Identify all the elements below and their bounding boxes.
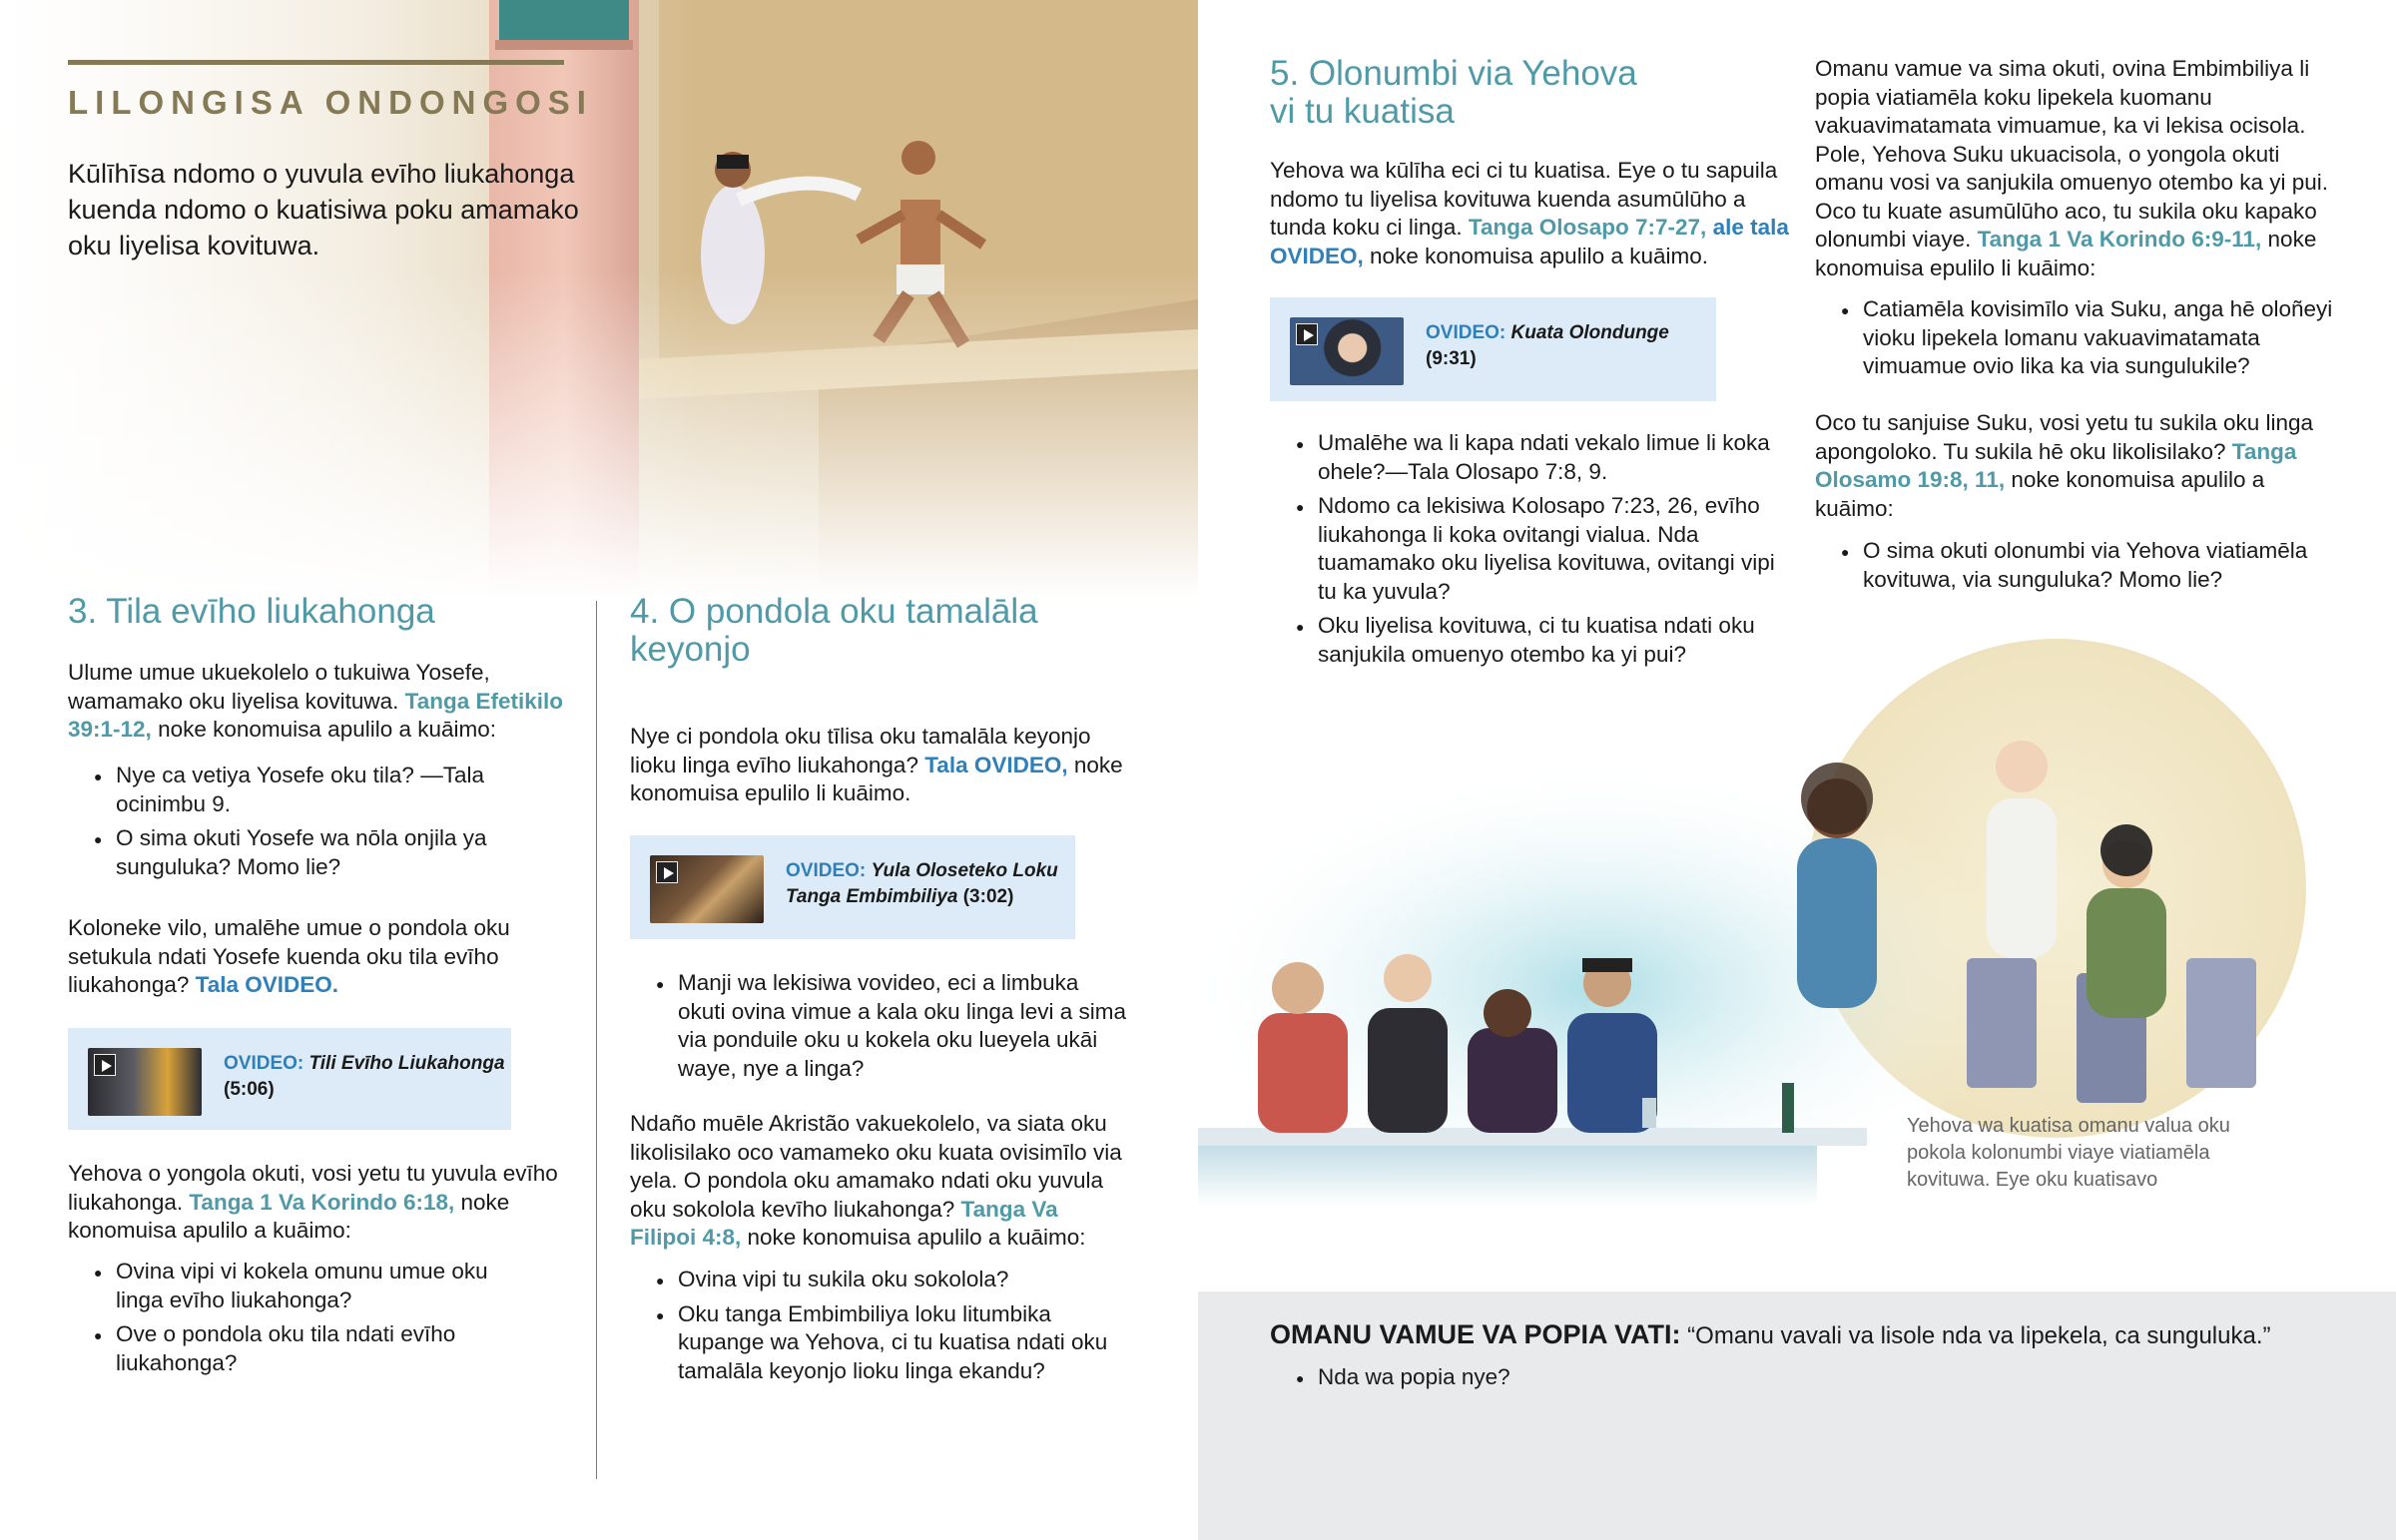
s4-questions-2 [630, 1266, 1119, 1391]
video-box-2[interactable]: OVIDEO: Yula Oloseteko Loku Tanga Embimbiliya (3:02) [630, 835, 1075, 939]
footer-label: OMANU VAMUE VA POPIA VATI: [1270, 1319, 1681, 1349]
section-3-title: 3. Tila evīho liukahonga [68, 592, 435, 631]
s6-paragraph-1: Omanu vamue va sima okuti, ovina Embimbiliya li popia viatiamēla koku lipekela kuomanu vakuavimatamata vimuamue, ka vi lekisa ocisola. Pole, Yehova Suku ukuacisola, o yongola okuti omanu vosi va sanjukila omuenyo otembo ka yi pui. Oco tu kuate asumūlūho aco, tu sukila oku kapako olonumbi viaye. Tanga 1 Va Korindo 6:9-11, noke konomuisa epulilo li kuāimo: [1815, 56, 2329, 280]
video-ref[interactable]: ale tala OVIDEO, [1270, 215, 1789, 268]
video-ref[interactable]: Tala OVIDEO. [195, 972, 338, 997]
list-item: ● Oku tanga Embimbiliya loku litumbika kupange wa Yehova, ci tu kuatisa ndati oku tamalāla keyonjo lioku linga ekandu? [630, 1300, 1119, 1386]
video-thumbnail [650, 855, 764, 923]
s3-paragraph-3: Yehova o yongola okuti, vosi yetu tu yuvula evīho liukahonga. Tanga 1 Va Korindo 6:18, noke konomuisa apulilo a kuāimo: [68, 1161, 558, 1243]
play-icon[interactable] [94, 1054, 116, 1076]
play-icon[interactable] [656, 861, 678, 883]
play-icon[interactable] [1296, 323, 1318, 345]
video-thumbnail [88, 1048, 202, 1116]
list-item: ● Manji wa lekisiwa vovideo, eci a limbuka okuti ovina vimue a kala oku linga levi a sima via ponduile oku u kokela oku lueyela ukāi waye, nye a linga? [630, 969, 1129, 1083]
column-divider [596, 601, 597, 1479]
list-item: ● O sima okuti Yosefe wa nōla onjila ya sunguluka? Momo lie? [68, 824, 567, 881]
list-item: ● Ovina vipi tu sukila oku sokolola? [630, 1266, 1119, 1294]
s4-paragraph-2: Ndaño muēle Akristão vakuekolelo, va siata oku likolisilako oco vamameko oku kuata ovisimīlo via yela. O pondola oku amamako ndati oku yuvula oku sokolola kevīho liukahonga? Tanga Va Filipoi 4:8, noke konomuisa apulilo a kuāimo: [630, 1111, 1122, 1250]
s3-questions-2 [68, 1258, 537, 1383]
video-box-3[interactable]: OVIDEO: Kuata Olondunge (9:31) [1270, 297, 1716, 401]
s3-paragraph-1: Ulume umue ukuekolelo o tukuiwa Yosefe, wamamako oku liyelisa kovituwa. Tanga Efetikilo 39:1-12, noke konomuisa apulilo a kuāimo: [68, 660, 564, 742]
footer-box [1198, 1291, 2396, 1540]
video-ref[interactable]: Tala OVIDEO, [924, 752, 1068, 777]
s6-questions-2 [1815, 537, 2334, 600]
s4-questions-1 [630, 969, 1129, 1089]
scripture-ref[interactable]: Tanga Olosamo 19:8, 11, [1815, 438, 2297, 492]
scripture-ref[interactable]: Tanga Va Filipoi 4:8, [630, 1196, 1058, 1250]
s3-questions-1 [68, 762, 567, 887]
scripture-ref[interactable]: Tanga Efetikilo 39:1-12, [68, 688, 564, 742]
s6-questions-1 [1815, 295, 2334, 387]
section-4-title: 4. O pondola oku tamalāla keyonjo [630, 592, 1038, 669]
s3-paragraph-2: Koloneke vilo, umalēhe umue o pondola oku setukula ndati Yosefe kuenda oku tila evīho liukahonga? Tala OVIDEO. [68, 915, 510, 997]
scripture-ref[interactable]: Tanga 1 Va Korindo 6:9-11, [1977, 227, 2262, 252]
kicker-title: LILONGISA ONDONGOSI [68, 84, 593, 121]
illustration-caption: Yehova wa kuatisa omanu valua oku pokola kolonumbi viaye viatiamēla kovituwa. Eye oku kuatisavo [1907, 1115, 2230, 1191]
s5-paragraph-1: Yehova wa kūlīha eci ci tu kuatisa. Eye o tu sapuila ndomo tu liyelisa kovituwa kuenda asumūlūho a tunda koku ci linga. Tanga Olosapo 7:7-27, ale tala OVIDEO, noke konomuisa apulilo a kuāimo. [1270, 158, 1789, 268]
s6-paragraph-2: Oco tu sanjuise Suku, vosi yetu tu sukila oku linga apongoloko. Tu sukila hē oku likolisilako? Tanga Olosamo 19:8, 11, noke konomuisa apulilo a kuāimo: [1815, 410, 2314, 521]
video-box-1[interactable]: OVIDEO: Tili Evīho Liukahonga (5:06) [68, 1028, 511, 1130]
scripture-ref[interactable]: Tanga Olosapo 7:7-27, [1468, 215, 1707, 240]
footer-quote: “Omanu vavali va lisole nda va lipekela, ca sunguluka.” [1687, 1322, 2271, 1349]
list-item: ● Ove o pondola oku tila ndati evīho liukahonga? [68, 1320, 537, 1377]
list-item: ● Catiamēla kovisimīlo via Suku, anga hē oloñeyi vioku lipekela lomanu vakuavimatamata vimuamue ovio lika ka via sungulukile? [1815, 295, 2334, 381]
s4-paragraph-1: Nye ci pondola oku tīlisa oku tamalāla keyonjo lioku linga evīho liukahonga? Tala OVIDEO, noke konomuisa epulilo li kuāimo. [630, 724, 1123, 805]
video-thumbnail [1290, 317, 1404, 385]
list-item: ● Ndomo ca lekisiwa Kolosapo 7:23, 26, evīho liukahonga li koka ovitangi vialua. Nda tuamamako oku liyelisa kovituwa, ovitangi vipi tu ka yuvula? [1270, 492, 1789, 606]
list-item: ● Nye ca vetiya Yosefe oku tila? —Tala ocinimbu 9. [68, 762, 567, 818]
list-item: ● O sima okuti olonumbi via Yehova viatiamēla kovituwa, via sunguluka? Momo lie? [1815, 537, 2334, 594]
scripture-ref[interactable]: Tanga 1 Va Korindo 6:18, [189, 1189, 455, 1215]
kicker-rule [68, 60, 564, 65]
section-5-title: 5. Olonumbi via Yehova vi tu kuatisa [1270, 54, 1637, 131]
list-item: ● Oku liyelisa kovituwa, ci tu kuatisa ndati oku sanjukila omuenyo otembo ka yi pui? [1270, 612, 1789, 669]
list-item: ● Umalēhe wa li kapa ndati vekalo limue li koka ohele?—Tala Olosapo 7:8, 9. [1270, 429, 1789, 486]
intro-text: Kūlīhīsa ndomo o yuvula evīho liukahonga kuenda ndomo o kuatisiwa poku amamako oku liyelisa kovituwa. [68, 159, 579, 260]
list-item: ● Ovina vipi vi kokela omunu umue oku linga evīho liukahonga? [68, 1258, 537, 1314]
list-item: ● Nda wa popia nye? [1270, 1363, 2168, 1392]
